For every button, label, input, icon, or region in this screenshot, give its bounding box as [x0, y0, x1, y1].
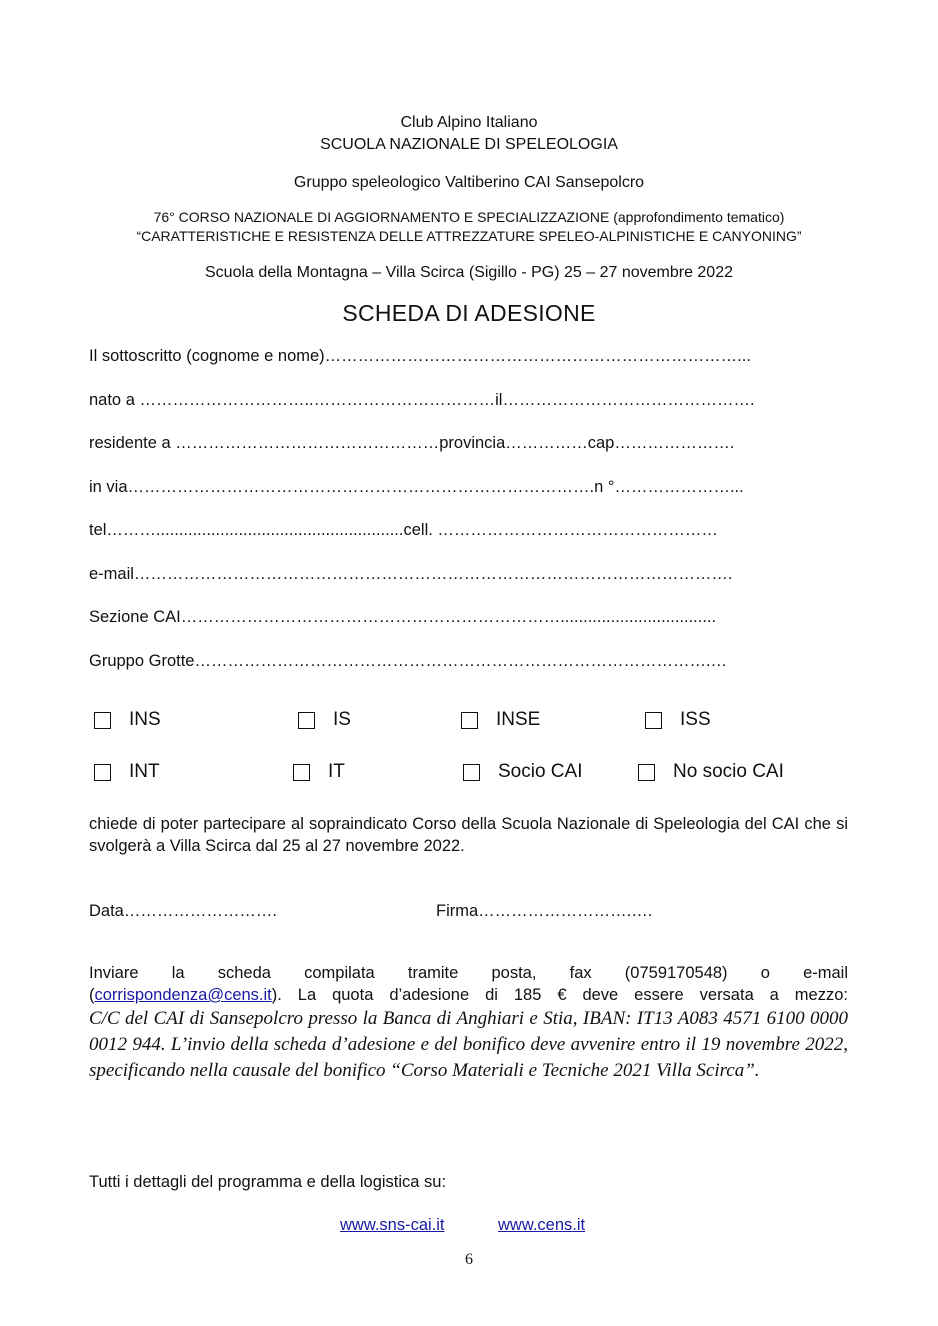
checkbox-square-icon[interactable] — [638, 764, 655, 781]
sns-cai-link[interactable]: www.sns-cai.it — [340, 1216, 445, 1234]
date-field[interactable]: Data………………………. — [89, 902, 277, 920]
page-title: SCHEDA DI ADESIONE — [342, 300, 596, 326]
request-paragraph: chiede di poter partecipare al sopraindicato Corso della Scuola Nazionale di Speleologia del CAI che si svolgerà a Villa Scirca dal 25 al 27 novembre 2022. — [89, 815, 848, 855]
page-number: 6 — [465, 1251, 473, 1268]
details-text: Tutti i dettagli del programma e della logistica su: — [89, 1173, 447, 1191]
field-address[interactable]: in via………………………………………………………………………….n °…………………... — [89, 478, 744, 496]
email-link[interactable]: corrispondenza@cens.it — [94, 986, 272, 1004]
checkbox-inse[interactable] — [461, 709, 540, 731]
field-birth[interactable]: nato a …………………………..……………………………il………………………………………. — [89, 391, 755, 409]
signature-field[interactable]: Firma……………………….…. — [436, 902, 653, 920]
checkbox-square-icon[interactable] — [463, 764, 480, 781]
field-caving-group[interactable]: Gruppo Grotte………………………………………………………………………………….… — [89, 652, 728, 670]
checkbox-ins[interactable] — [94, 709, 161, 731]
venue-dates: Scuola della Montagna – Villa Scirca (Sigillo - PG) 25 – 27 novembre 2022 — [205, 264, 733, 281]
checkbox-label: Socio CAI — [498, 761, 583, 782]
checkbox-int[interactable] — [94, 761, 160, 783]
instructions-line1: Inviare la scheda compilata tramite posta, fax (0759170548) o e-mail — [89, 964, 848, 982]
checkbox-socio-cai[interactable] — [463, 761, 582, 783]
field-phone[interactable]: tel………......................................................cell. …………………………………………… — [89, 521, 718, 539]
instructions-line2: (corrispondenza@cens.it). La quota d’adesione di 185 € deve essere versata a mezzo: — [89, 986, 848, 1004]
checkbox-label: IT — [328, 761, 345, 782]
field-name[interactable]: Il sottoscritto (cognome e nome)…………………………………………………………………... — [89, 347, 751, 365]
checkbox-square-icon[interactable] — [298, 712, 315, 729]
school-name: SCUOLA NAZIONALE DI SPELEOLOGIA — [320, 136, 618, 153]
course-title-line1: 76° CORSO NAZIONALE DI AGGIORNAMENTO E SPECIALIZZAZIONE (approfondimento tematico) — [153, 209, 785, 225]
field-email[interactable]: e-mail………………………………………………………………………………………………. — [89, 565, 733, 583]
checkbox-label: No socio CAI — [673, 761, 784, 782]
checkbox-label: IS — [333, 709, 351, 730]
checkbox-square-icon[interactable] — [293, 764, 310, 781]
checkbox-square-icon[interactable] — [461, 712, 478, 729]
course-title-line2: “CARATTERISTICHE E RESISTENZA DELLE ATTREZZATURE SPELEO-ALPINISTICHE E CANYONING” — [136, 228, 802, 244]
checkbox-is[interactable] — [298, 709, 351, 731]
field-residence[interactable]: residente a …………………………………………provincia……………cap…………………. — [89, 434, 735, 452]
checkbox-it[interactable] — [293, 761, 345, 783]
checkbox-square-icon[interactable] — [94, 764, 111, 781]
checkbox-iss[interactable] — [645, 709, 711, 731]
checkbox-label: INT — [129, 761, 160, 782]
instructions-block — [89, 962, 848, 1006]
group-name: Gruppo speleologico Valtiberino CAI Sansepolcro — [293, 174, 645, 191]
checkbox-label: ISS — [680, 709, 711, 730]
field-cai-section[interactable]: Sezione CAI…………………………………………………………….................................. — [89, 608, 717, 626]
checkbox-label: INS — [129, 709, 161, 730]
payment-instructions: C/C del CAI di Sansepolcro presso la Banca di Anghiari e Stia, IBAN: IT13 A083 4571 6100 0000 0012 944. L’invio della scheda d’adesione e del bonifico deve avvenire entro il 19 novembre 2022, specificando nella causale del bonifico “Corso Materiali e Tecniche 2021 Villa Scirca”. — [89, 1008, 848, 1081]
cens-link[interactable]: www.cens.it — [498, 1216, 586, 1234]
checkbox-square-icon[interactable] — [94, 712, 111, 729]
org-name: Club Alpino Italiano — [400, 114, 538, 131]
checkbox-label: INSE — [496, 709, 541, 730]
checkbox-no-socio-cai[interactable] — [638, 761, 784, 783]
checkbox-square-icon[interactable] — [645, 712, 662, 729]
